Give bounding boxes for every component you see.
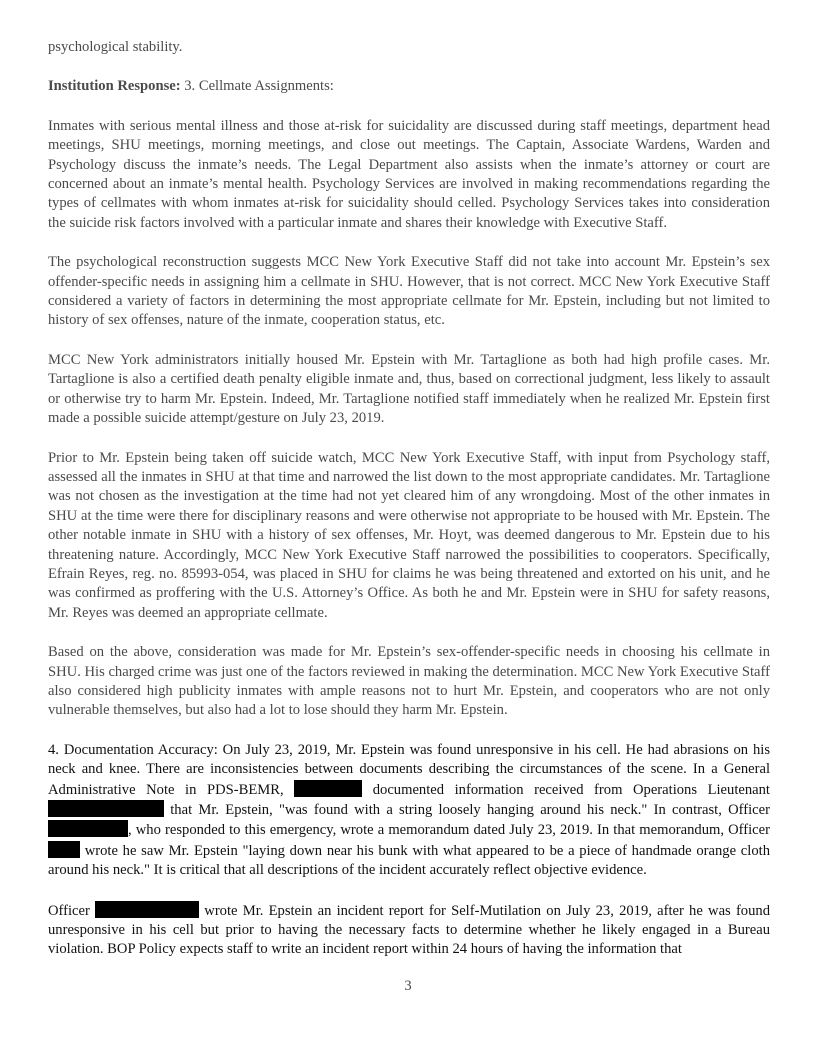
paragraph-7-documentation-accuracy xyxy=(48,741,770,881)
p7-text-2: documented information received from Operations Lieutenant xyxy=(362,781,770,798)
redaction-box xyxy=(48,820,128,837)
redaction-box xyxy=(48,841,80,858)
paragraph-3: The psychological reconstruction suggests MCC New York Executive Staff did not take into account Mr. Epstein’s sex offender-specific needs in assigning him a cellmate in SHU. However, that is not correct. MCC New York Executive Staff considered a variety of factors in determining the most appropriate cellmate for Mr. Epstein, including but not limited to history of sex offenses, nature of the inmate, cooperation status, etc. xyxy=(48,254,770,329)
paragraph-8-incident-report xyxy=(48,901,770,960)
institution-response-label: Institution Response: xyxy=(48,78,181,95)
paragraph-0: psychological stability. xyxy=(48,39,183,55)
paragraph-4: MCC New York administrators initially housed Mr. Epstein with Mr. Tartaglione as both had high profile cases. Mr. Tartaglione is also a certified death penalty eligible inmate and, thus, based on correctional judgment, less likely to assault or otherwise try to harm Mr. Epstein. Indeed, Mr. Tartaglione notified staff immediately when he realized Mr. Epstein first made a possible suicide attempt/gesture on July 23, 2019. xyxy=(48,351,770,427)
p7-text-3: that Mr. Epstein, "was found with a string loosely hanging around his neck." In contrast, Officer xyxy=(164,802,770,818)
p7-text-1: 4. Documentation Accuracy: On July 23, 2019, Mr. Epstein was found unresponsive in his cell. He had abrasions on his neck and knee. There are inconsistencies between documents describing the circumstances of the scene. In a General Administrative Note in PDS-BEMR, xyxy=(48,741,770,798)
p7-text-4: , who responded to this emergency, wrote a memorandum dated July 23, 2019. In that memorandum, Officer xyxy=(128,822,770,839)
redaction-box xyxy=(95,901,199,918)
document-page xyxy=(48,38,770,980)
p8-text-1: Officer xyxy=(48,902,96,919)
p7-text-5: wrote he saw Mr. Epstein "laying down near his bunk with what appeared to be a piece of handmade orange cloth around his neck." It is critical that all descriptions of the incident accurately reflect objective evidence. xyxy=(48,842,770,879)
paragraph-5: Prior to Mr. Epstein being taken off suicide watch, MCC New York Executive Staff, with input from Psychology staff, assessed all the inmates in SHU at that time and narrowed the list down to the most appropriate candidates. Mr. Tartaglione was not chosen as the investigation at the time had not yet cleared him of any wrongdoing. Most of the other inmates in SHU at the time were there for disciplinary reasons and were otherwise not appropriate to be housed with Mr. Epstein. The other notable inmate in SHU with a history of sex offenses, Mr. Hoyt, was deemed dangerous to Mr. Epstein due to his threatening nature. Accordingly, MCC New York Executive Staff narrowed the possibilities to cooperators. Specifically, Efrain Reyes, reg. no. 85993-054, was placed in SHU for claims he was being threatened and extorted on his unit, and he was confirmed as proffering with the U.S. Attorney’s Office. As both he and Mr. Epstein were in SHU for safety reasons, Mr. Reyes was deemed an appropriate cellmate. xyxy=(48,449,770,621)
paragraph-6: Based on the above, consideration was made for Mr. Epstein’s sex-offender-specific needs in choosing his cellmate in SHU. His charged crime was just one of the factors reviewed in making the determination. MCC New York Executive Staff also considered high publicity inmates with ample reasons not to hurt Mr. Epstein, and cooperators who are not only vulnerable themselves, but also had a lot to lose should they harm Mr. Epstein. xyxy=(48,644,770,719)
p8-text-2: wrote Mr. Epstein an incident report for Self-Mutilation on July 23, 2019, after he was found unresponsive in his cell but prior to having the necessary facts to determine whether he likely engaged in a Bureau violation. BOP Policy expects staff to write an incident report within 24 hours of having the information that xyxy=(48,902,770,958)
paragraph-2: Inmates with serious mental illness and those at-risk for suicidality are discussed during staff meetings, department head meetings, SHU meetings, morning meetings, and close out meetings. The Captain, Associate Wardens, Warden and Psychology discuss the inmate’s needs. The Legal Department also assists when the inmate’s attorney or court are concerned about an inmate’s mental health. Psychology Services are involved in making recommendations regarding the types of cellmates with whom inmates at-risk for suicidality should celled. Psychology Services takes into consideration the suicide risk factors involved with a particular inmate and shares their knowledge with Executive Staff. xyxy=(48,117,770,231)
redaction-box xyxy=(48,800,164,817)
redaction-box xyxy=(294,780,362,797)
cellmate-assignments-text: 3. Cellmate Assignments: xyxy=(180,78,334,95)
paragraph-1-heading xyxy=(48,77,770,96)
page-number: 3 xyxy=(404,978,412,994)
